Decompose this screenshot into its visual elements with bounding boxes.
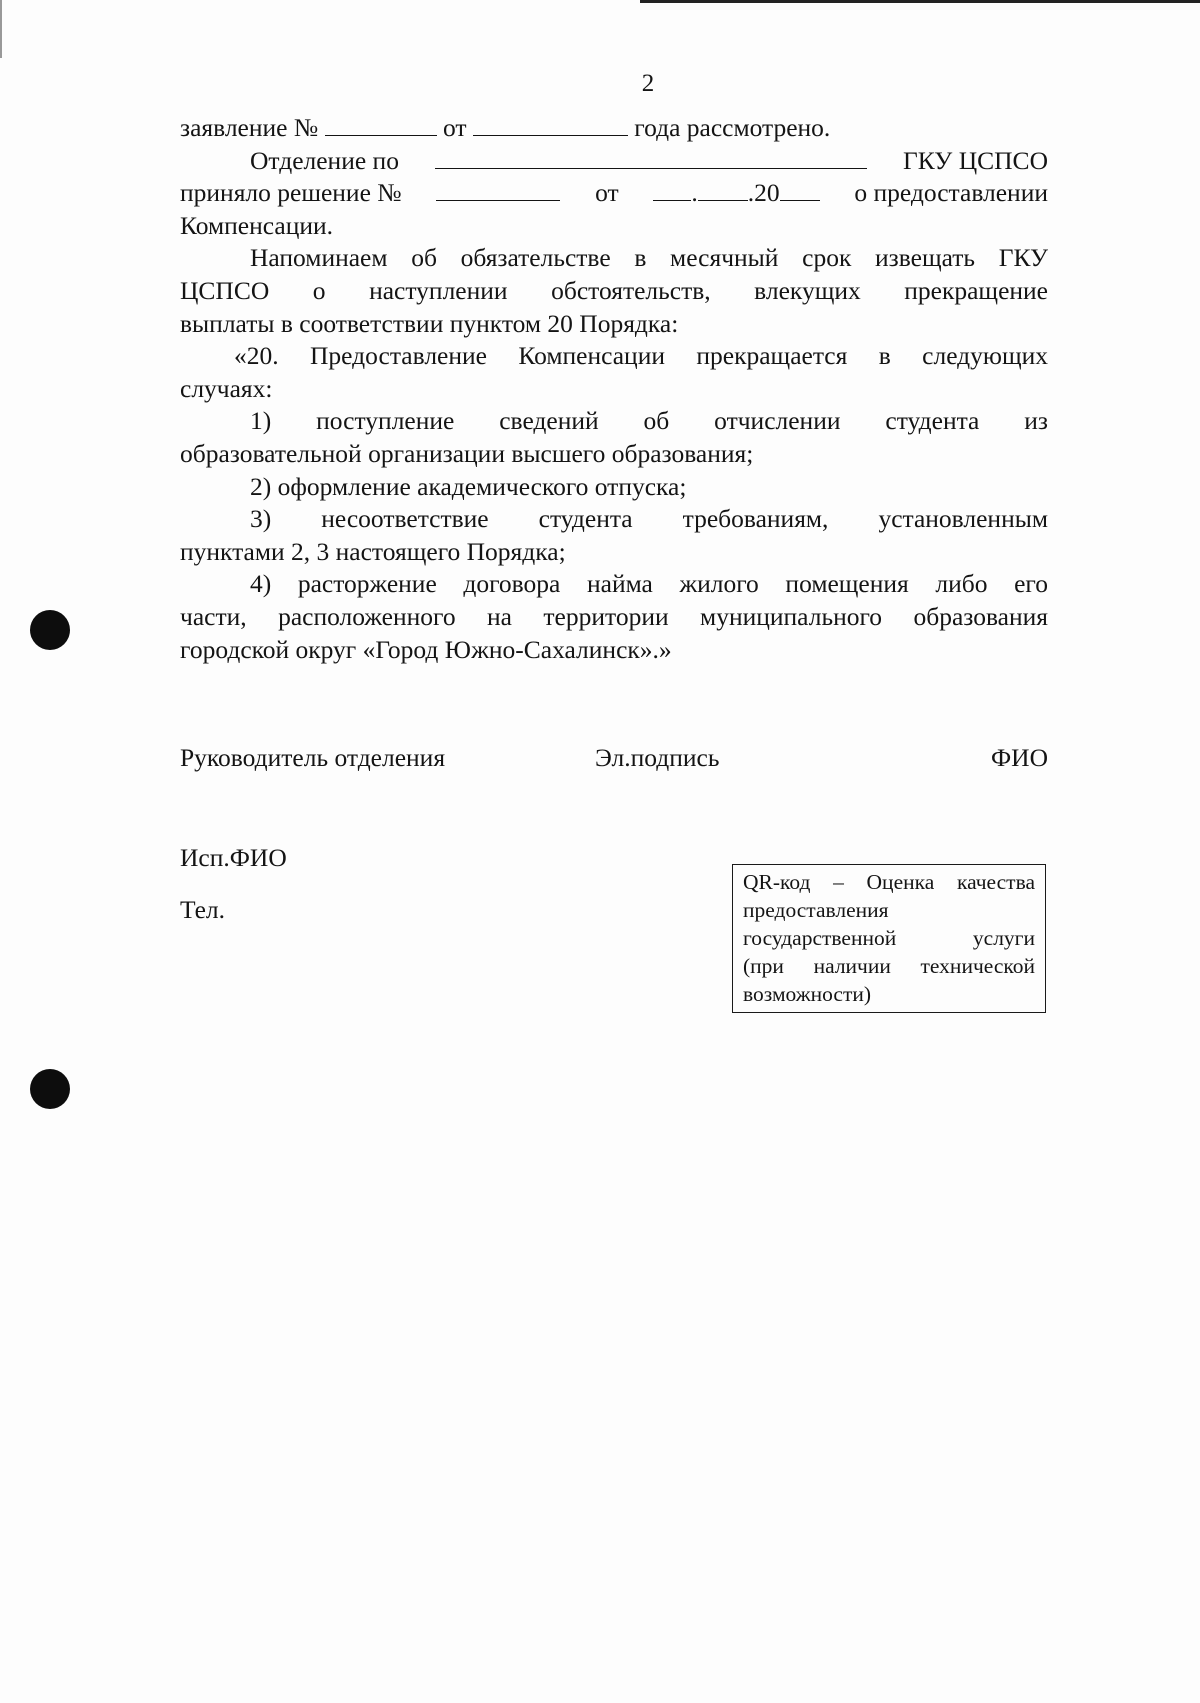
item-4-line-1: 4) расторжение договора найма жилого помещения либо его xyxy=(250,569,1048,599)
qr-box-line-3: государственной услуги xyxy=(743,926,1035,950)
line-department xyxy=(180,145,1048,178)
reminder-line-2: ЦСПСО о наступлении обстоятельств, влекущих прекращение xyxy=(180,275,1048,305)
electronic-signature-label: Эл.подпись xyxy=(595,743,720,772)
signatory-name: ФИО xyxy=(991,743,1048,772)
qr-code-placeholder-box xyxy=(732,864,1046,1013)
reminder-line-1: Напоминаем об обязательстве в месячный срок извещать ГКУ xyxy=(250,243,1048,273)
item-3-line-2: пунктами 2, 3 настоящего Порядка; xyxy=(180,536,566,566)
page-number: 2 xyxy=(641,70,655,97)
blank-decision-number xyxy=(436,178,560,201)
text-date-year-prefix: .20 xyxy=(747,178,780,208)
quote-line-2: случаях: xyxy=(180,373,273,403)
blank-department-name xyxy=(435,146,867,169)
text-decision-from: от xyxy=(595,178,619,208)
item-2-line-1: 2) оформление академического отпуска; xyxy=(250,471,687,501)
document-body xyxy=(180,112,1048,666)
reminder-line-3: выплаты в соответствии пунктом 20 Порядка: xyxy=(180,308,679,338)
signatory-title: Руководитель отделения xyxy=(180,743,446,772)
executor-phone: Тел. xyxy=(180,895,226,924)
text-application-number-label: заявление № xyxy=(180,113,319,142)
quote-line-1: «20. Предоставление Компенсации прекращается в следующих xyxy=(234,341,1048,371)
text-decision-label: приняло решение № xyxy=(180,178,402,208)
punch-hole-lower xyxy=(30,1069,70,1109)
text-department-label: Отделение по xyxy=(250,145,399,175)
executor-name: Исп.ФИО xyxy=(180,843,287,872)
punch-hole-upper xyxy=(30,610,70,650)
item-1-line-1: 1) поступление сведений об отчислении студента из xyxy=(250,406,1048,436)
blank-decision-day xyxy=(653,178,691,201)
qr-box-line-1: QR-код – Оценка качества xyxy=(743,870,1035,894)
qr-box-line-5: возможности) xyxy=(743,982,872,1006)
item-1-line-2: образовательной организации высшего образования; xyxy=(180,438,754,468)
text-year-considered: года рассмотрено. xyxy=(634,113,831,142)
item-4-line-2: части, расположенного на территории муниципального образования xyxy=(180,601,1048,631)
qr-box-line-4: (при наличии технической xyxy=(743,954,1035,978)
line-decision xyxy=(180,177,1048,210)
decision-date xyxy=(653,177,819,210)
item-3-line-1: 3) несоответствие студента требованиям, установленным xyxy=(250,504,1048,534)
blank-decision-year xyxy=(780,178,820,201)
text-from: от xyxy=(442,113,467,142)
scan-left-edge-mark xyxy=(0,0,2,58)
blank-application-number xyxy=(325,113,437,136)
text-date-dot: . xyxy=(691,178,698,208)
blank-application-date xyxy=(473,113,628,136)
scan-top-edge-line xyxy=(640,0,1200,3)
text-on-granting: о предоставлении xyxy=(854,178,1048,208)
blank-decision-month xyxy=(698,178,748,201)
item-4-line-3: городской округ «Город Южно-Сахалинск».» xyxy=(180,634,672,664)
line-application xyxy=(180,112,1048,145)
qr-box-line-2: предоставления xyxy=(743,898,889,922)
text-agency: ГКУ ЦСПСО xyxy=(903,145,1048,175)
line-compensation: Компенсации. xyxy=(180,210,334,240)
